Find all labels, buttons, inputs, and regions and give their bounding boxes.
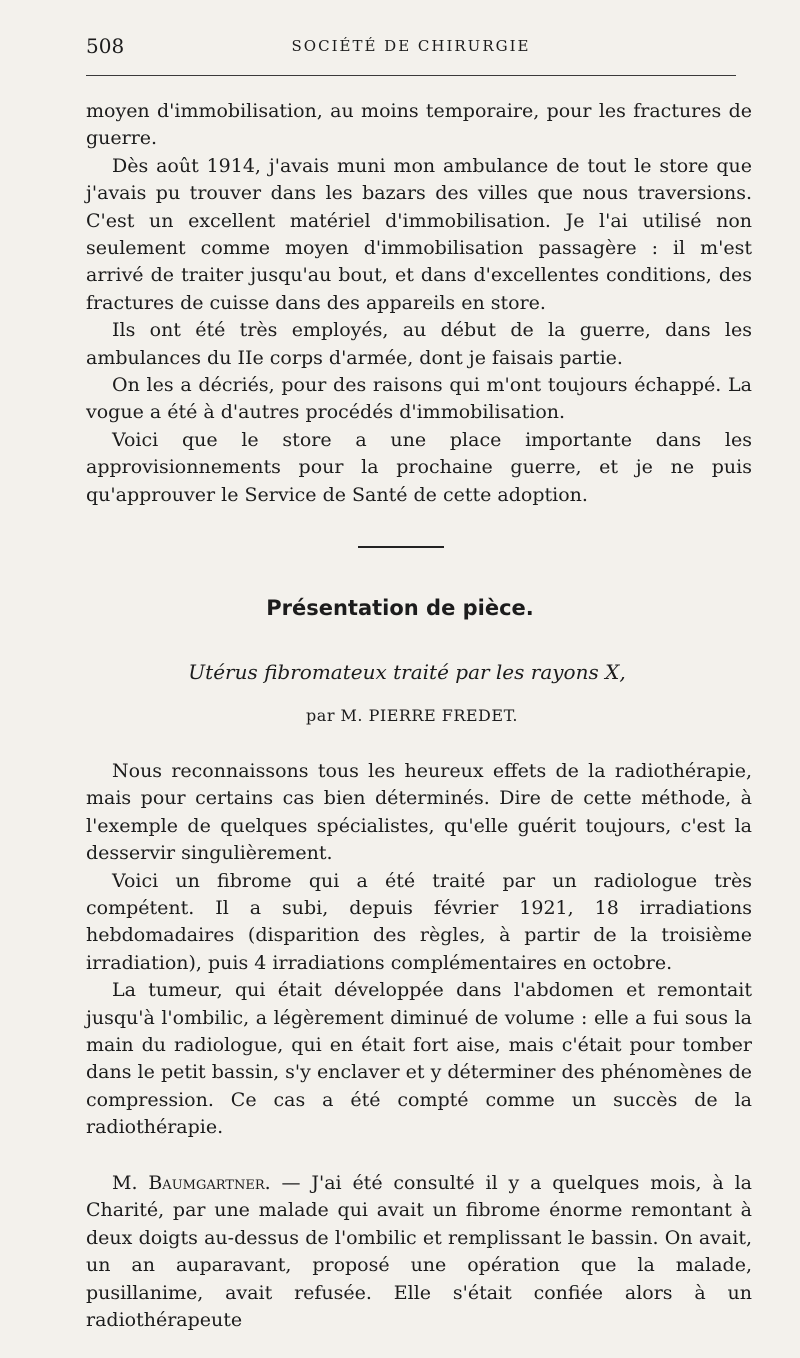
article-subtitle: Utérus fibromateux traité par les rayons X, xyxy=(188,660,626,684)
author-byline: par M. PIERRE FREDET. xyxy=(306,706,518,725)
section-presentation xyxy=(86,758,752,1142)
paragraph: Nous reconnaissons tous les heureux effets de la radiothérapie, mais pour certains cas bien déterminés. Dire de cette méthode, à l'exemple de quelques spécialistes, qu'elle guérit toujours, c'est la desservir singulièrement. xyxy=(86,760,752,865)
section-discussion xyxy=(86,1170,752,1334)
section-store xyxy=(86,98,752,509)
paragraph: moyen d'immobilisation, au moins temporaire, pour les fractures de guerre. xyxy=(86,100,752,150)
section-heading: Présentation de pièce. xyxy=(266,596,534,620)
paragraph xyxy=(86,1170,752,1334)
header-rule xyxy=(86,75,736,76)
paragraph: La tumeur, qui était développée dans l'abdomen et remontait jusqu'à l'ombilic, a légèrement diminué de volume : elle a fui sous la main du radiologue, qui en était fort aise, mais c'était pour tomber dans le petit bassin, s'y enclaver et y déterminer des phénomènes de compression. Ce cas a été compté comme un succès de la radiothérapie. xyxy=(86,979,752,1139)
speaker-name: M. Baumgartner. xyxy=(112,1172,271,1194)
page-number: 508 xyxy=(86,34,125,58)
paragraph: Voici que le store a une place importante dans les approvisionnements pour la prochaine guerre, et je ne puis qu'approuver le Service de Santé de cette adoption. xyxy=(86,428,752,506)
page-header xyxy=(86,34,736,60)
paragraph: Ils ont été très employés, au début de la guerre, dans les ambulances du IIe corps d'armée, dont je faisais partie. xyxy=(86,319,752,369)
running-title: SOCIÉTÉ DE CHIRURGIE xyxy=(291,37,531,55)
paragraph: On les a décriés, pour des raisons qui m'ont toujours échappé. La vogue a été à d'autres procédés d'immobilisation. xyxy=(86,374,752,424)
section-divider xyxy=(358,546,444,548)
paragraph: Voici un fibrome qui a été traité par un radiologue très compétent. Il a subi, depuis février 1921, 18 irradiations hebdomadaires (disparition des règles, à partir de la troisième irradiation), puis 4 irradiations complémentaires en octobre. xyxy=(86,869,752,974)
speaker-text: — J'ai été consulté il y a quelques mois, à la Charité, par une malade qui avait un fibrome énorme remontant à deux doigts au-dessus de l'ombilic et remplissant le bassin. On avait, un an auparavant, proposé une opération que la malade, pusillanime, avait refusée. Elle s'était confiée alors à un radiothérapeute xyxy=(86,1172,752,1332)
paragraph: Dès août 1914, j'avais muni mon ambulance de tout le store que j'avais pu trouver dans les bazars des villes que nous traversions. C'est un excellent matériel d'immobilisation. Je l'ai utilisé non seulement comme moyen d'immobilisation passagère : il m'est arrivé de traiter jusqu'au bout, et dans d'excellentes conditions, des fractures de cuisse dans des appareils en store. xyxy=(86,154,752,314)
